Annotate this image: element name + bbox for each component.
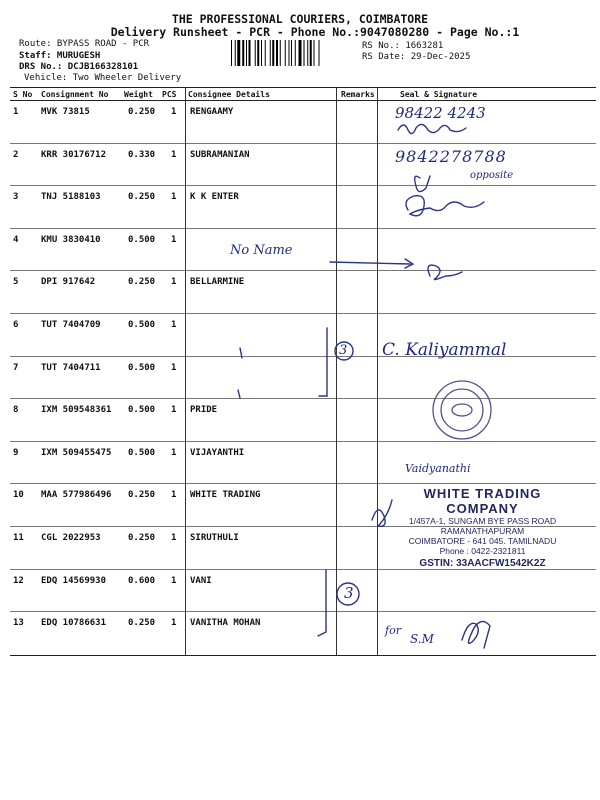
row-sno: 10 <box>13 490 24 501</box>
row-consignment-no: TUT 7404711 <box>41 362 101 373</box>
circle-stroke <box>337 583 359 605</box>
route-label: Route: BYPASS ROAD - PCR <box>19 39 150 49</box>
row-pcs: 1 <box>171 532 177 543</box>
drs-number: DRS No.: DCJB166328101 <box>19 62 139 72</box>
row-weight: 0.250 <box>128 277 156 288</box>
stamp-phone: Phone : 0422-2321811 <box>439 546 526 556</box>
row-pcs: 1 <box>171 192 177 203</box>
row-consignment-no: KMU 3830410 <box>41 234 101 245</box>
row-weight: 0.330 <box>128 149 156 160</box>
row-sno: 3 <box>13 192 19 203</box>
handwritten-circled-3: 3 <box>344 584 354 602</box>
row-sno: 9 <box>13 447 19 458</box>
row-consignee: SUBRAMANIAN <box>190 149 250 160</box>
signature-stroke <box>415 176 430 192</box>
signature-stroke <box>428 265 462 279</box>
row-weight: 0.250 <box>128 618 156 629</box>
handwritten-phone-2: 9842278788 <box>395 147 507 166</box>
signature-stroke <box>398 124 466 133</box>
row-consignment-no: TNJ 5188103 <box>41 192 101 203</box>
company-title: THE PROFESSIONAL COURIERS, COIMBATORE <box>171 12 429 26</box>
row-sno: 6 <box>13 319 19 330</box>
row-consignee: VANI <box>190 575 212 586</box>
row-weight: 0.250 <box>128 107 156 117</box>
row-pcs: 1 <box>171 107 177 117</box>
row-pcs: 1 <box>171 490 177 501</box>
round-seal <box>433 381 491 439</box>
row-sno: 2 <box>13 149 19 160</box>
row-weight: 0.600 <box>128 575 156 586</box>
col-pcs: PCS <box>162 90 177 99</box>
row-pcs: 1 <box>171 618 177 629</box>
row-weight: 0.250 <box>128 532 156 543</box>
row-sno: 1 <box>13 107 19 117</box>
row-sno: 8 <box>13 405 19 416</box>
row-sno: 13 <box>13 618 24 629</box>
handwritten-circled-3: 3 <box>339 343 348 358</box>
row-pcs: 1 <box>171 405 177 416</box>
row-consignee: PRIDE <box>190 405 218 416</box>
row-consignment-no: MVK 73815 <box>41 107 90 117</box>
row-weight: 0.500 <box>128 447 156 458</box>
signature-stroke <box>406 196 484 216</box>
handwritten-for-label: for <box>385 624 401 637</box>
row-pcs: 1 <box>171 149 177 160</box>
arrow-line <box>330 262 410 264</box>
tick-stroke <box>240 348 242 358</box>
stamp-address-line: 1/457A-1, SUNGAM BYE PASS ROAD <box>408 516 557 526</box>
stamp-address-line: COIMBATORE - 641 045. TAMILNADU <box>408 536 557 546</box>
row-consignment-no: CGL 2022953 <box>41 532 101 543</box>
col-consignee: Consignee Details <box>188 90 270 99</box>
row-consignment-no: MAA 577986496 <box>41 490 112 501</box>
row-sno: 11 <box>13 532 24 543</box>
row-consignee: BELLARMINE <box>190 277 245 288</box>
stamp-address-line: RAMANATHAPURAM <box>440 526 525 536</box>
row-weight: 0.500 <box>128 319 156 330</box>
handwritten-sign: S.M <box>410 632 434 646</box>
row-weight: 0.500 <box>128 405 156 416</box>
staff-label: Staff: MURUGESH <box>19 51 101 61</box>
row-consignment-no: KRR 30176712 <box>41 149 107 160</box>
bracket-stroke <box>319 328 327 396</box>
row-pcs: 1 <box>171 277 177 288</box>
row-consignee: K K ENTER <box>190 192 239 203</box>
handwritten-vaidyanathi: Vaidyanathi <box>405 462 471 475</box>
row-consignment-no: IXM 509548361 <box>41 405 112 416</box>
col-remarks: Remarks <box>341 90 375 99</box>
circle-stroke <box>335 342 353 360</box>
row-consignment-no: EDQ 10786631 <box>41 618 107 629</box>
row-consignee: VANITHA MOHAN <box>190 618 261 629</box>
col-consignment: Consignment No <box>41 90 109 99</box>
row-sno: 12 <box>13 575 24 586</box>
signature-stroke <box>372 500 392 526</box>
handwritten-kaliyammal: C. Kaliyammal <box>382 340 507 360</box>
row-consignment-no: DPI 917642 <box>41 277 96 288</box>
row-weight: 0.500 <box>128 362 156 373</box>
col-sno: S No <box>13 90 33 99</box>
vehicle-label: Vehicle: Two Wheeler Delivery <box>24 73 182 83</box>
row-consignee: RENGAAMY <box>190 107 234 117</box>
row-consignee: SIRUTHULI <box>190 532 239 543</box>
row-pcs: 1 <box>171 575 177 586</box>
handwritten-phone-1: 98422 4243 <box>395 104 486 122</box>
bracket-stroke <box>318 570 326 636</box>
handwritten-opposite: opposite <box>470 170 514 181</box>
stamp-gstin: GSTIN: 33AACFW1542K2Z <box>419 558 546 569</box>
signature-stroke <box>462 621 490 648</box>
row-sno: 7 <box>13 362 19 373</box>
company-stamp <box>400 486 565 569</box>
row-consignee: WHITE TRADING <box>190 490 261 501</box>
col-weight: Weight <box>124 90 153 99</box>
row-weight: 0.500 <box>128 234 156 245</box>
handwritten-no-name: No Name <box>230 243 293 258</box>
row-sno: 4 <box>13 234 19 245</box>
col-seal: Seal & Signature <box>400 90 478 99</box>
row-consignment-no: IXM 509455475 <box>41 447 112 458</box>
row-consignee: VIJAYANTHI <box>190 447 245 458</box>
row-pcs: 1 <box>171 234 177 245</box>
row-pcs: 1 <box>171 319 177 330</box>
stamp-company-name: WHITE TRADING COMPANY <box>423 486 542 516</box>
row-pcs: 1 <box>171 362 177 373</box>
row-consignment-no: TUT 7404709 <box>41 319 101 330</box>
row-pcs: 1 <box>171 447 177 458</box>
row-weight: 0.250 <box>128 192 156 203</box>
runsheet-subtitle: Delivery Runsheet - PCR - Phone No.:9047080280 - Page No.:1 <box>110 25 520 39</box>
rs-date: RS Date: 29-Dec-2025 <box>362 52 471 62</box>
rs-number: RS No.: 1663281 <box>362 41 444 51</box>
tick-stroke <box>238 390 240 398</box>
row-sno: 5 <box>13 277 19 288</box>
row-consignment-no: EDQ 14569930 <box>41 575 107 586</box>
row-weight: 0.250 <box>128 490 156 501</box>
